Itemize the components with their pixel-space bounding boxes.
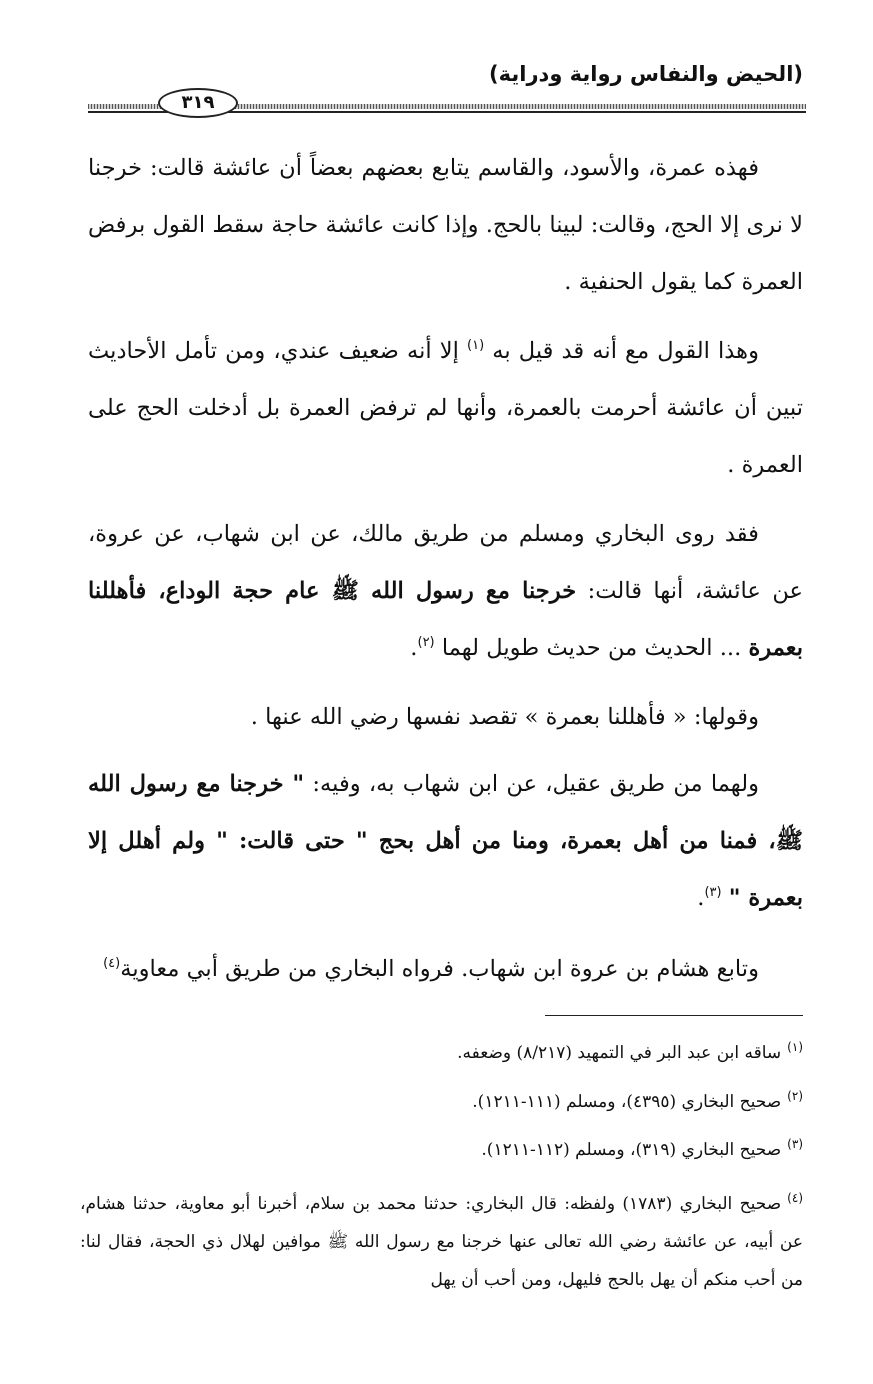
footnote-ref-3[interactable]: (٣) xyxy=(704,885,722,900)
hadith-quote-1: خرجنا مع رسول الله ﷺ عام حجة الوداع، فأهللنا بعمرة xyxy=(88,578,803,661)
footnote-2-text: صحيح البخاري (٤٣٩٥)، ومسلم (١١١-١٢١١). xyxy=(472,1091,782,1112)
footnote-ref-4[interactable]: (٤) xyxy=(103,956,121,971)
footnote-4-mark: (٤) xyxy=(787,1190,803,1205)
footnote-1-text: ساقه ابن عبد البر في التمهيد (٨/٢١٧) وضعفه. xyxy=(457,1043,782,1063)
footnotes xyxy=(80,1035,803,1311)
main-text xyxy=(88,140,803,1010)
footnote-separator xyxy=(545,1015,803,1016)
footnote-ref-2[interactable]: (٢) xyxy=(417,635,435,650)
paragraph-2 xyxy=(88,323,803,494)
paragraph-3-end: . xyxy=(410,635,418,661)
paragraph-3-text: فقد روى البخاري ومسلم من طريق مالك، عن ابن شهاب، عن عروة، xyxy=(88,521,759,547)
footnote-3-text: صحيح البخاري (٣١٩)، ومسلم (١١٢-١٢١١). xyxy=(481,1140,782,1160)
paragraph-2-part-b: إلا أنه ضعيف عندي، ومن تأمل الأحاديث تبين أن عائشة أحرمت بالعمرة، وأنها لم ترفض العمرة بل أدخلت الحج على العمرة . xyxy=(88,338,803,478)
paragraph-1: فهذه عمرة، والأسود، والقاسم يتابع بعضهم بعضاً أن عائشة قالت: خرجنا لا نرى إلا الحج، وقالت: لبينا بالحج. وإذا كانت عائشة حاجة سقط القول برفض العمرة كما يقول الحنفية . xyxy=(88,155,803,295)
paragraph-6-text: وتابع هشام بن عروة ابن شهاب. فرواه البخاري من طريق أبي معاوية xyxy=(120,956,759,982)
paragraph-2-part-a: وهذا القول مع أنه قد قيل به xyxy=(492,338,759,364)
page-number: ٣١٩ xyxy=(158,88,238,118)
footnote-1 xyxy=(80,1035,803,1072)
hadith-quote-2: " خرجنا مع رسول الله ﷺ، فمنا من أهل بعمرة، ومنا من أهل بحج " حتى قالت: " ولم أهلل إلا بعمرة " xyxy=(88,771,803,911)
paragraph-5 xyxy=(88,756,803,927)
footnote-2 xyxy=(80,1084,803,1121)
footnote-4-text: صحيح البخاري (١٧٨٣) ولفظه: قال البخاري: حدثنا محمد بن سلام، أخبرنا أبو معاوية، حدثنا هشام، عن أبيه، عن عائشة رضي الله تعالى عنها خرجنا مع رسول الله ﷺ موافين لهلال ذي الحجة، فقال لنا: من أحب منكم أن يهل بالحج فليهل، ومن أحب أن يهل xyxy=(80,1193,803,1290)
footnote-3 xyxy=(80,1132,803,1169)
footnote-1-mark: (١) xyxy=(787,1040,803,1054)
running-header-title: (الحيض والنفاس رواية ودراية) xyxy=(489,62,803,86)
paragraph-3 xyxy=(88,506,803,677)
paragraph-4: وقولها: « فأهللنا بعمرة » تقصد نفسها رضي الله عنها . xyxy=(250,704,759,730)
footnote-2-mark: (٢) xyxy=(787,1088,803,1103)
paragraph-3-tail: ... الحديث من حديث طويل لهما xyxy=(441,635,749,661)
paragraph-5-end: . xyxy=(697,885,705,911)
paragraph-3-cont: عن عائشة، أنها قالت: xyxy=(576,578,803,604)
footnote-ref-1[interactable]: (١) xyxy=(467,338,485,353)
paragraph-5-part-a: ولهما من طريق عقيل، عن ابن شهاب به، وفيه: xyxy=(304,771,759,797)
footnote-4 xyxy=(80,1185,803,1299)
footnote-3-mark: (٣) xyxy=(787,1137,803,1151)
paragraph-6 xyxy=(88,941,803,998)
